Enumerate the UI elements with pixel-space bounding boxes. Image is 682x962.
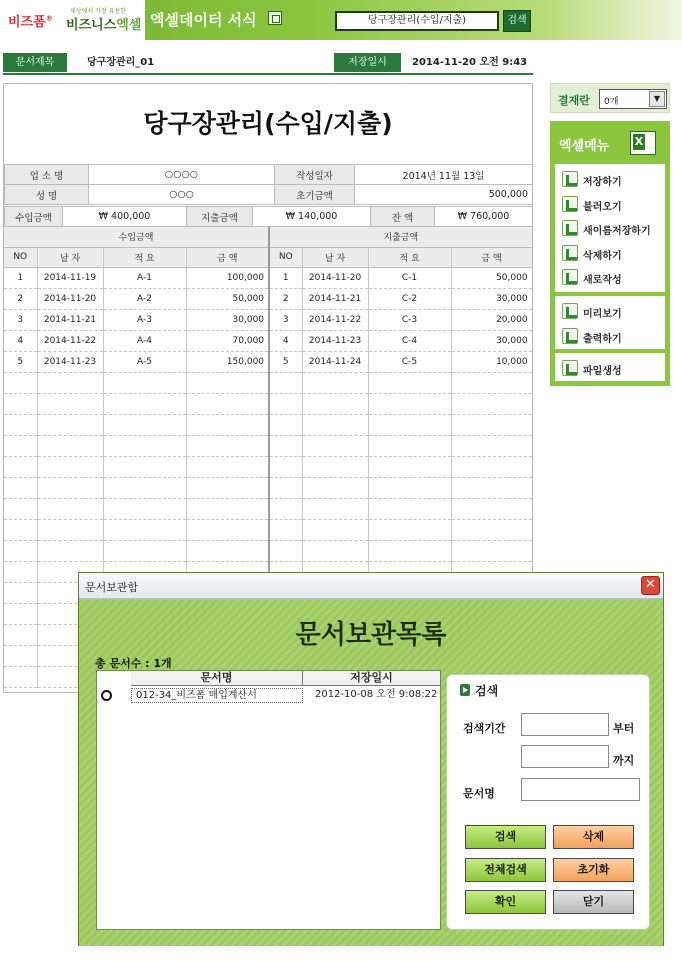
search-all-button[interactable]: 전체검색 <box>465 858 546 882</box>
menu-item-group1-4[interactable] <box>555 266 665 288</box>
delete-button[interactable]: 삭제 <box>553 825 634 849</box>
table-cell[interactable]: 1 <box>4 267 37 288</box>
table-cell[interactable] <box>269 456 302 477</box>
preview-icon <box>562 303 578 319</box>
menu-item-label: 불러오기 <box>583 201 622 213</box>
income-total-value: ₩ 400,000 <box>63 207 187 227</box>
menu-item-label: 저장하기 <box>583 177 622 188</box>
table-cell[interactable] <box>37 414 103 435</box>
doc-title-label: 문서제목 <box>3 53 67 72</box>
table-cell[interactable]: 20,000 <box>451 309 532 330</box>
table-cell[interactable] <box>368 414 451 435</box>
table-cell[interactable]: 2014-11-21 <box>37 309 103 330</box>
ok-button[interactable]: 확인 <box>465 890 546 914</box>
table-cell[interactable] <box>186 372 269 393</box>
menu-item-label: 출력하기 <box>583 333 622 345</box>
table-cell[interactable] <box>103 435 186 456</box>
table-cell[interactable]: C-3 <box>368 309 451 330</box>
expense-total-value: ₩ 140,000 <box>253 207 371 227</box>
table-cell[interactable] <box>302 477 368 498</box>
to-label: 까지 <box>613 754 635 767</box>
empty-row <box>4 435 532 456</box>
table-cell[interactable] <box>368 372 451 393</box>
info-divider <box>3 73 533 75</box>
radio-button[interactable] <box>101 690 112 701</box>
table-cell[interactable] <box>4 666 37 687</box>
table-cell[interactable] <box>37 477 103 498</box>
app-title: 엑셀데이터 서식 <box>150 11 257 29</box>
table-cell[interactable]: 2014-11-22 <box>37 330 103 351</box>
table-cell[interactable]: 5 <box>4 351 37 372</box>
table-cell[interactable]: C-2 <box>368 288 451 309</box>
table-cell[interactable] <box>4 372 37 393</box>
table-cell[interactable] <box>4 540 37 561</box>
table-cell[interactable] <box>186 456 269 477</box>
empty-row <box>4 414 532 435</box>
table-cell[interactable] <box>103 498 186 519</box>
table-cell[interactable]: 100,000 <box>186 267 269 288</box>
owner-name-value[interactable]: ○○○ <box>89 185 275 205</box>
save-as-icon <box>562 220 578 236</box>
arrow-right-icon <box>460 684 470 696</box>
table-cell[interactable] <box>103 414 186 435</box>
table-cell[interactable] <box>4 435 37 456</box>
written-date-value[interactable]: 2014년 11월 13일 <box>355 165 533 185</box>
table-cell[interactable] <box>368 456 451 477</box>
bizform-logo: 비즈폼® <box>8 14 53 30</box>
table-cell[interactable] <box>302 519 368 540</box>
table-cell[interactable] <box>269 414 302 435</box>
table-cell[interactable] <box>4 519 37 540</box>
table-cell[interactable] <box>451 414 532 435</box>
table-cell[interactable] <box>186 498 269 519</box>
empty-row <box>4 372 532 393</box>
table-cell[interactable] <box>4 645 37 666</box>
search-panel: 검색 검색기간 부터 까지 문서명 검색 삭제 전체검색 초기화 확인 닫기 <box>446 674 650 930</box>
empty-row <box>4 498 532 519</box>
balance-label: 잔 액 <box>371 207 435 227</box>
logo-area <box>0 0 145 40</box>
sheet-title: 당구장관리(수입/지출) <box>143 109 393 138</box>
table-cell[interactable]: 3 <box>269 309 302 330</box>
business-excel-logo: 세상에서 가장 유용한 비즈니스엑셀 <box>66 8 142 33</box>
table-cell[interactable] <box>37 540 103 561</box>
table-row <box>4 351 532 372</box>
empty-row <box>4 477 532 498</box>
menu-item-group1-1[interactable] <box>555 193 665 215</box>
table-cell[interactable] <box>368 498 451 519</box>
period-start-input[interactable] <box>521 713 609 736</box>
table-cell[interactable] <box>186 477 269 498</box>
search-button[interactable]: 검색 <box>465 825 546 849</box>
menu-item-group1-3[interactable] <box>555 242 665 264</box>
list-item[interactable] <box>97 687 440 704</box>
column-header: 날 자 <box>302 247 368 267</box>
table-row <box>4 267 532 288</box>
balance-value: ₩ 760,000 <box>435 207 533 227</box>
table-cell[interactable]: A-5 <box>103 351 186 372</box>
table-row <box>4 330 532 351</box>
table-row <box>4 309 532 330</box>
table-cell[interactable] <box>103 372 186 393</box>
table-cell[interactable]: 70,000 <box>186 330 269 351</box>
table-cell[interactable] <box>4 624 37 645</box>
table-cell[interactable]: 2014-11-19 <box>37 267 103 288</box>
table-cell[interactable] <box>451 435 532 456</box>
excel-icon <box>630 131 656 155</box>
table-cell[interactable] <box>302 498 368 519</box>
docname-input[interactable] <box>521 778 640 801</box>
table-cell[interactable] <box>302 435 368 456</box>
print-icon <box>562 328 578 344</box>
header-search-button[interactable]: 검색 <box>503 10 531 32</box>
period-label: 검색기간 <box>463 722 506 735</box>
menu-group-print <box>555 296 665 349</box>
expense-group-header: 지출금액 <box>269 227 532 247</box>
save-icon <box>562 171 578 187</box>
document-count: 총 문서수 : 1개 <box>95 657 172 670</box>
table-cell[interactable] <box>368 477 451 498</box>
table-cell[interactable]: 2014-11-23 <box>302 330 368 351</box>
menu-group-file <box>555 164 665 292</box>
table-cell[interactable]: 50,000 <box>186 288 269 309</box>
table-cell[interactable] <box>37 435 103 456</box>
table-cell[interactable] <box>302 372 368 393</box>
table-cell[interactable] <box>302 393 368 414</box>
close-icon[interactable]: ✕ <box>641 576 660 595</box>
table-cell[interactable] <box>37 372 103 393</box>
current-document-field[interactable]: 당구장관리(수입/지출) <box>335 11 499 31</box>
table-cell[interactable]: 5 <box>269 351 302 372</box>
table-cell[interactable] <box>368 435 451 456</box>
menu-item-label: 새로작성 <box>583 275 622 286</box>
totals-table <box>4 206 533 227</box>
column-header: NO <box>269 247 302 267</box>
table-cell[interactable]: A-4 <box>103 330 186 351</box>
menu-item-group2-0[interactable] <box>555 300 665 322</box>
menu-item-group1-0[interactable] <box>555 168 665 190</box>
table-cell[interactable] <box>269 393 302 414</box>
table-cell[interactable]: 1 <box>269 267 302 288</box>
table-cell[interactable]: C-5 <box>368 351 451 372</box>
column-header: 적 요 <box>103 247 186 267</box>
table-row <box>4 288 532 309</box>
initial-amount-label: 초기금액 <box>275 185 355 205</box>
table-cell[interactable]: 30,000 <box>451 330 532 351</box>
business-name-label: 업 소 명 <box>5 165 89 185</box>
excel-icon <box>268 11 282 25</box>
table-cell[interactable]: 2014-11-22 <box>302 309 368 330</box>
empty-row <box>4 519 532 540</box>
table-cell[interactable]: 4 <box>269 330 302 351</box>
table-cell[interactable] <box>451 477 532 498</box>
table-cell[interactable] <box>302 456 368 477</box>
empty-row <box>4 456 532 477</box>
table-cell[interactable]: C-1 <box>368 267 451 288</box>
trash-icon <box>562 245 578 261</box>
table-cell[interactable] <box>4 603 37 624</box>
column-header: 금 액 <box>186 247 269 267</box>
table-cell[interactable]: 30,000 <box>451 288 532 309</box>
business-name-value[interactable]: ○○○○ <box>89 165 275 185</box>
summary-table <box>4 164 533 205</box>
table-cell[interactable] <box>451 498 532 519</box>
create-file-icon <box>562 360 578 376</box>
table-cell[interactable] <box>37 456 103 477</box>
table-cell[interactable]: 30,000 <box>186 309 269 330</box>
list-item-name: 012-34_비즈폼 매입계산서 <box>131 688 303 703</box>
menu-item-label: 새이름저장하기 <box>583 226 651 237</box>
document-list[interactable] <box>96 670 441 930</box>
period-end-input[interactable] <box>521 745 609 768</box>
menu-item-group3-0[interactable] <box>555 357 665 379</box>
menu-group-create <box>555 353 665 381</box>
table-cell[interactable] <box>269 540 302 561</box>
dialog-titlebar[interactable] <box>79 573 663 599</box>
table-cell[interactable]: 10,000 <box>451 351 532 372</box>
new-doc-icon <box>562 269 578 285</box>
excel-menu-panel <box>550 121 670 386</box>
excel-menu-title: 엑셀메뉴 <box>559 139 610 154</box>
table-cell[interactable]: 50,000 <box>451 267 532 288</box>
table-cell[interactable] <box>368 519 451 540</box>
dialog-body <box>79 600 663 946</box>
docname-label: 문서명 <box>463 787 495 800</box>
column-header: 금 액 <box>451 247 532 267</box>
table-cell[interactable] <box>186 393 269 414</box>
written-date-label: 작성일자 <box>275 165 355 185</box>
dialog-title: 문서보관함 <box>85 581 139 594</box>
table-cell[interactable] <box>4 582 37 603</box>
table-cell[interactable] <box>4 414 37 435</box>
table-cell[interactable]: 2 <box>4 288 37 309</box>
table-cell[interactable] <box>269 477 302 498</box>
table-cell[interactable]: 2014-11-24 <box>302 351 368 372</box>
table-cell[interactable]: 2014-11-23 <box>37 351 103 372</box>
table-cell[interactable]: A-2 <box>103 288 186 309</box>
saved-time-label: 저장일시 <box>334 53 401 72</box>
table-cell[interactable] <box>4 498 37 519</box>
column-header: 날 자 <box>37 247 103 267</box>
from-label: 부터 <box>613 722 635 735</box>
menu-item-label: 미리보기 <box>583 309 622 320</box>
column-header: NO <box>4 247 37 267</box>
table-cell[interactable] <box>451 456 532 477</box>
column-header-row <box>4 247 532 267</box>
table-cell[interactable]: 2014-11-21 <box>302 288 368 309</box>
table-cell[interactable] <box>103 519 186 540</box>
menu-item-group1-2[interactable] <box>555 217 665 239</box>
table-cell[interactable] <box>37 519 103 540</box>
table-cell[interactable]: 2014-11-20 <box>37 288 103 309</box>
empty-row <box>4 393 532 414</box>
table-cell[interactable] <box>4 561 37 582</box>
table-cell[interactable] <box>4 477 37 498</box>
income-group-header: 수입금액 <box>4 227 269 247</box>
table-cell[interactable] <box>103 540 186 561</box>
table-cell[interactable]: 3 <box>4 309 37 330</box>
table-cell[interactable] <box>103 393 186 414</box>
document-archive-dialog <box>78 572 664 946</box>
expense-total-label: 지출금액 <box>187 207 253 227</box>
empty-row <box>4 540 532 561</box>
reset-button[interactable]: 초기화 <box>553 858 634 882</box>
group-header-row <box>4 227 532 247</box>
table-cell[interactable]: A-3 <box>103 309 186 330</box>
table-cell[interactable] <box>186 519 269 540</box>
table-cell[interactable] <box>451 372 532 393</box>
top-header <box>0 0 682 40</box>
column-header-date[interactable]: 저장일시 <box>303 671 441 686</box>
table-cell[interactable]: C-4 <box>368 330 451 351</box>
table-cell[interactable] <box>4 393 37 414</box>
table-cell[interactable]: A-1 <box>103 267 186 288</box>
table-cell[interactable] <box>368 393 451 414</box>
table-cell[interactable] <box>269 519 302 540</box>
table-cell[interactable] <box>186 540 269 561</box>
table-cell[interactable] <box>302 540 368 561</box>
saved-time-value: 2014-11-20 오전 9:43 <box>412 57 528 68</box>
table-cell[interactable] <box>368 540 451 561</box>
table-cell[interactable] <box>37 393 103 414</box>
table-cell[interactable] <box>451 519 532 540</box>
table-cell[interactable]: 4 <box>4 330 37 351</box>
table-cell[interactable]: 2 <box>269 288 302 309</box>
table-cell[interactable] <box>4 456 37 477</box>
open-icon <box>562 196 578 212</box>
approval-select[interactable]: 0개 ▼ <box>599 89 667 109</box>
approval-label: 결재란 <box>558 94 590 107</box>
table-cell[interactable] <box>186 414 269 435</box>
menu-item-label: 삭제하기 <box>583 250 622 262</box>
chevron-down-icon[interactable]: ▼ <box>649 91 665 107</box>
doc-title-value: 당구장관리_01 <box>87 57 155 68</box>
table-cell[interactable] <box>269 498 302 519</box>
initial-amount-value[interactable]: 500,000 <box>355 185 533 205</box>
list-item-date: 2012-10-08 오전 9:08:22 <box>315 689 438 700</box>
table-cell[interactable] <box>269 372 302 393</box>
table-cell[interactable]: 2014-11-20 <box>302 267 368 288</box>
menu-item-group2-1[interactable] <box>555 325 665 347</box>
column-header-name[interactable]: 문서명 <box>131 671 303 686</box>
dialog-heading: 문서보관목록 <box>295 620 447 650</box>
owner-name-label: 성 명 <box>5 185 89 205</box>
income-total-label: 수입금액 <box>5 207 63 227</box>
table-cell[interactable] <box>103 477 186 498</box>
approval-panel <box>550 83 670 113</box>
table-cell[interactable] <box>451 540 532 561</box>
table-cell[interactable] <box>37 498 103 519</box>
table-cell[interactable] <box>269 435 302 456</box>
table-cell[interactable] <box>103 456 186 477</box>
table-cell[interactable]: 150,000 <box>186 351 269 372</box>
close-button[interactable]: 닫기 <box>553 890 634 914</box>
column-header: 적 요 <box>368 247 451 267</box>
table-cell[interactable] <box>451 393 532 414</box>
table-cell[interactable] <box>302 414 368 435</box>
table-cell[interactable] <box>186 435 269 456</box>
menu-item-label: 파일생성 <box>583 366 622 377</box>
